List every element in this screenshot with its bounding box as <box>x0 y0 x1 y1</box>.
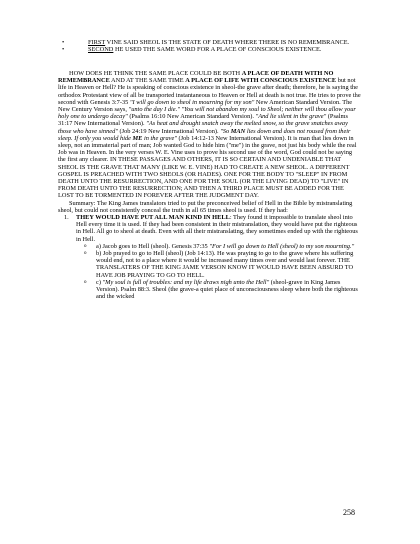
page-number: 258 <box>343 508 355 517</box>
sub-item: o c) "My soul is full of troubles: and my life draws nigh unto the Hell" (sheol-grave in King James Version). Psalm 88:3. Sheol (the grave-a quiet place of unconsciousness sleep where both the righteous and the wicked <box>84 278 358 301</box>
circle-bullet-icon: o <box>84 243 87 249</box>
bullet-list <box>62 39 362 53</box>
circle-bullet-icon: o <box>84 279 87 285</box>
bullet-item <box>62 39 362 46</box>
sub-item: o a) Jacob goes to Hell (sheol). Genesis 37:35 "For I will go down to Hell (sheol) to my son mourning." <box>84 242 355 250</box>
circle-bullet-icon: o <box>84 251 87 257</box>
bullet-icon: • <box>62 46 65 54</box>
bullet-lead: SECOND <box>88 46 114 54</box>
paragraph: HOW DOES HE THINK THE SAME PLACE COULD BE BOTH A PLACE OF DEATH WITH NO REMEMBRANCE AND AT THE SAME TIME A PLACE OF LIFE WITH CONSCIOUS EXISTENCE but not life in Heaven or Hell? He is speaking of conscious existence in sheol-the grave after death; therefore, he is saying the orthodox Protestant view of all be transported instantaneous to Heaven or Hell at death is not true. He tries to prove the second with Genesis 3:7-35 "I will go down to sheol in mourning for my son" New American Standard Version. The New Century Version says, "unto the day I die." "You will not abandon my soul to Sheol; neither will thou allow your holy one to undergo decay" (Psalms 16:10 New American Standard Version). "And lie silent in the grave" (Psalms 31:17 New International Version). "As heat and drought snatch away the melted snow, so the grave snatches away those who have sinned" (Job 24:19 New International Version). "So MAN lies down and does not roused from their sleep. If only you would hide ME in the grave" (Job 14:12-13 New International Version). It is man that lies down in sleep, not an immaterial part of man; Job wanted God to hide him ("me") in the grave, not just his body while the real Job was in Heaven. In the very verses W. E. Vine uses to prove his second use of the word, God could not be saying the first any clearer. IN THESE PASSAGES AND OTHERS, IT IS SO CERTAIN AND UNDENIABLE THAT SHEOL IS THE GRAVE THAT MANY (LIKE W. E. VINE) HAD TO CREATE A NEW SHEOL. A DIFFERENT GOSPEL IS PREACHED WITH TWO SHEOLS (OR HADES). ONE FOR THE BODY TO "SLEEP" IN FROM DEATH UNTO THE RESURRECTION, AND ONE FOR THE SOUL (OR THE LIVING DEAD) TO "LIVE" IN FROM DEATH UNTO THE RESURRECTION; AND THEN A THIRD PLACE MUST BE ADDED FOR THE LOST TO BE TORMENTED IN FOREVER AFTER THE JUDGMENT DAY. <box>58 70 361 200</box>
bullet-lead: FIRST <box>88 39 106 46</box>
summary-paragraph: Summary: The King James translators tried to put the preconceived belief of Hell in the Bible by mistranslating sheol, but could not consistently conceal the truth in all 65 times sheol is used. If they had: <box>58 199 353 214</box>
body-text <box>58 70 361 301</box>
sub-item: o b) Job prayed to go to Hell (sheol) (Job 14:13). He was praying to go to the grave where his suffering would end, not to a place where it would be increased many times over and would last forever. THE TRANSLATERS OF THE KING JAME VERSON KNOW IT WOULD HAVE BEEN ABSURD TO HAVE JOB PRAYING TO GO TO HELL. <box>84 250 354 279</box>
numbered-item: 1. THEY WOULD HAVE PUT ALL MAN KIND IN HELL: They found it impossible to translate sheol into Hell every time it is used. If they had been consistent in their mistranslation, they would have put the righteous in Hell. All go to sheol at death. Even with all their mistranslating, they sometimes ended up with the righteous in Hell. <box>64 214 358 243</box>
bullet-text: VINE SAID SHEOL IS THE STATE OF DEATH WHERE THERE IS NO REMEMBRANCE. <box>105 39 350 46</box>
bullet-icon: • <box>62 39 65 46</box>
bullet-item <box>62 46 362 53</box>
bullet-text: HE USED THE SAME WORD FOR A PLACE OF CONSCIOUS EXISTENCE. <box>113 46 322 54</box>
